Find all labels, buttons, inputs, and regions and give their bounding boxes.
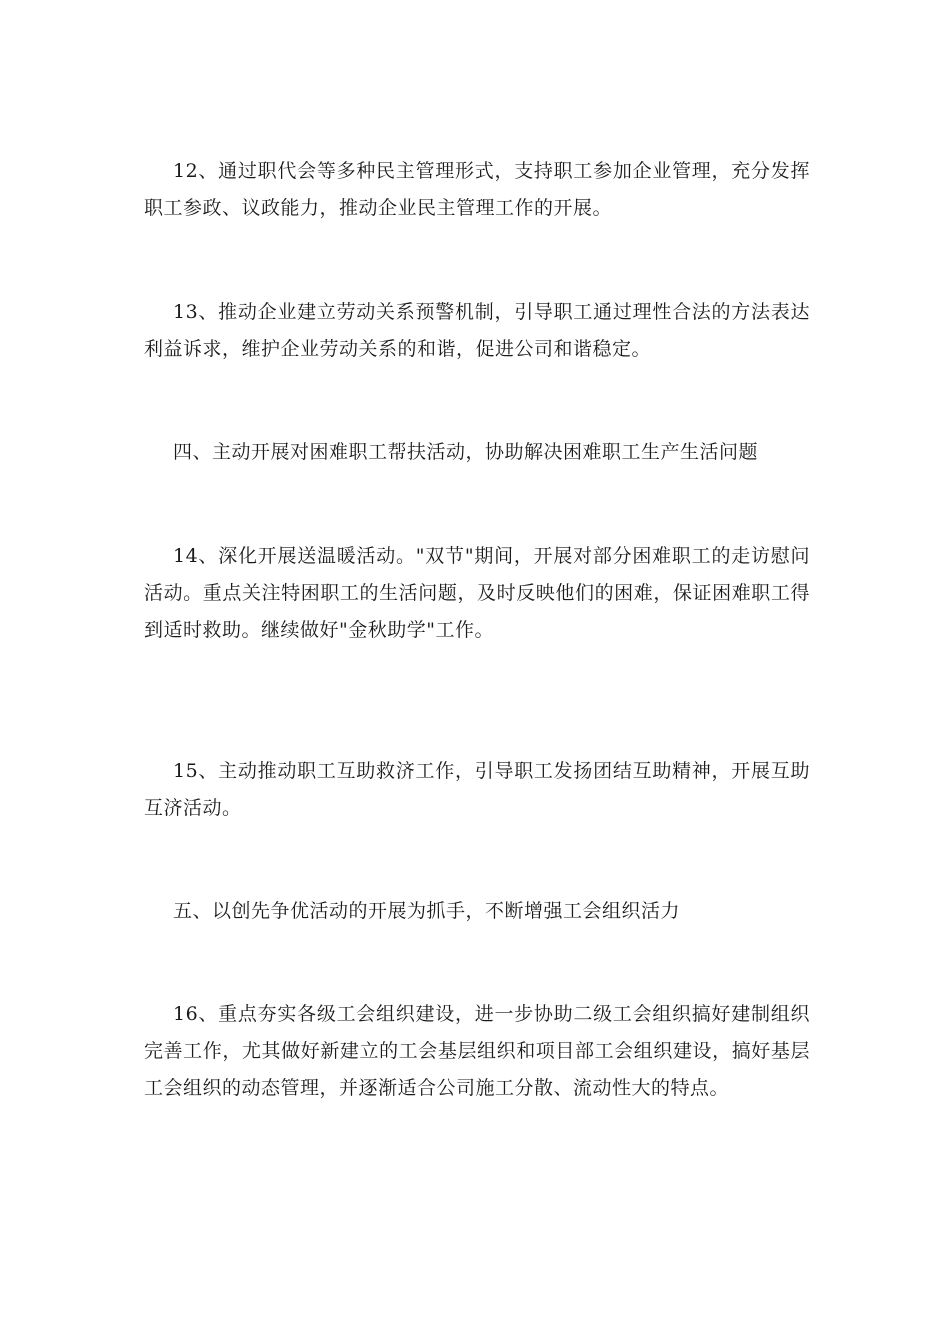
paragraph-item-14: 14、深化开展送温暖活动。"双节"期间，开展对部分困难职工的走访慰问活动。重点关注特困职工的生活问题，及时反映他们的困难，保证困难职工得到适时救助。继续做好"金秋助学"工作。 (144, 545, 810, 641)
paragraph-item-13: 13、推动企业建立劳动关系预警机制，引导职工通过理性合法的方法表达利益诉求，维护企业劳动关系的和谐，促进公司和谐稳定。 (144, 301, 810, 360)
paragraph-item-12: 12、通过职代会等多种民主管理形式，支持职工参加企业管理，充分发挥职工参政、议政能力，推动企业民主管理工作的开展。 (144, 160, 810, 219)
section-heading-5: 五、以创先争优活动的开展为抓手，不断增强工会组织活力 (173, 900, 681, 922)
paragraph-item-16: 16、重点夯实各级工会组织建设，进一步协助二级工会组织搞好建制组织完善工作，尤其做好新建立的工会基层组织和项目部工会组织建设，搞好基层工会组织的动态管理，并逐渐适合公司施工分散、流动性大的特点。 (144, 1003, 810, 1099)
paragraph-item-15: 15、主动推动职工互助救济工作，引导职工发扬团结互助精神，开展互助互济活动。 (144, 760, 810, 819)
section-heading-4: 四、主动开展对困难职工帮扶活动，协助解决困难职工生产生活问题 (173, 441, 759, 463)
